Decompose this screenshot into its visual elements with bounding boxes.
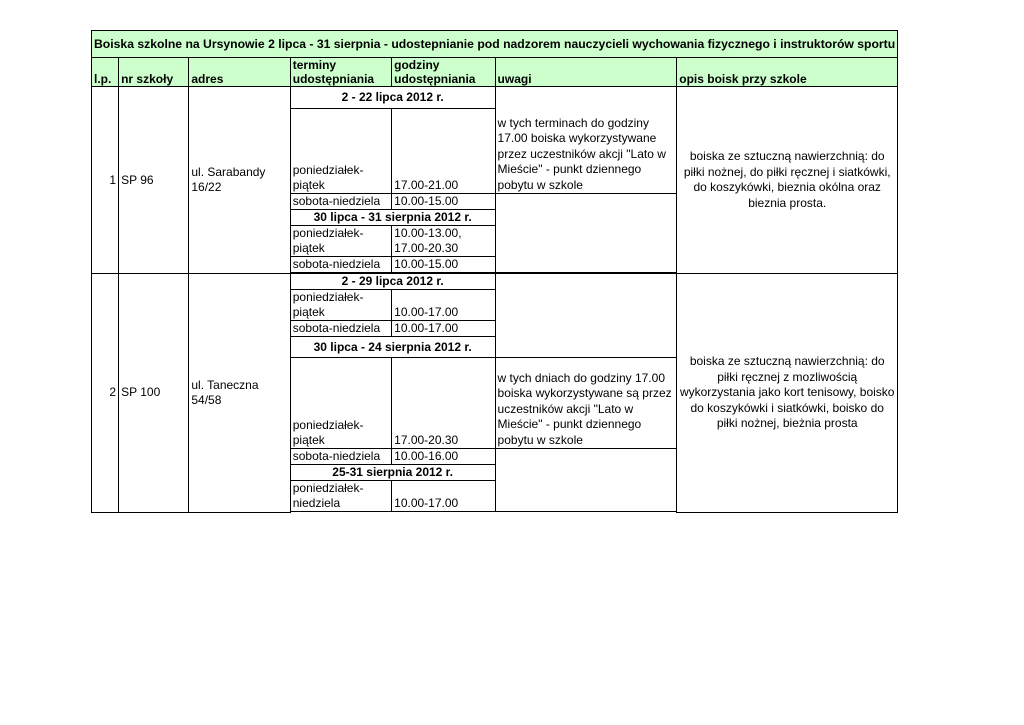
row-note-empty xyxy=(495,274,677,358)
slot-hours: 10.00-15.00 xyxy=(392,257,495,273)
slot-hours: 10.00-17.00 xyxy=(392,321,495,337)
slot-days: poniedziałek-piątek xyxy=(290,226,391,257)
row-note-empty xyxy=(495,449,677,512)
header-hours: godziny udostępniania xyxy=(392,58,495,87)
table-title: Boiska szkolne na Ursynowie 2 lipca - 31 sierpnia - udostepnianie pod nadzorem nauczycieli wychowania fizycznego i instruktorów sportu xyxy=(92,31,898,58)
header-description: opis boisk przy szkole xyxy=(677,58,898,87)
period-label: 30 lipca - 31 sierpnia 2012 r. xyxy=(290,210,495,226)
header-address: adres xyxy=(189,58,290,87)
header-row xyxy=(92,58,898,87)
slot-days: poniedziałek-piątek xyxy=(290,109,391,194)
slot-days: poniedziałek-niedziela xyxy=(290,481,391,512)
slot-days: sobota-niedziela xyxy=(290,194,391,210)
slot-hours: 17.00-21.00 xyxy=(392,109,495,194)
period-label: 30 lipca - 24 sierpnia 2012 r. xyxy=(290,337,495,358)
row-lp: 1 xyxy=(92,87,119,274)
slot-days: sobota-niedziela xyxy=(290,321,391,337)
row-description: boiska ze sztuczną nawierzchnią: do piłki ręcznej z mozliwością wykorzystania jako kort tenisowy, boisko do koszykówki i siatkówki, boisko do piłki nożnej, bieżnia prosta xyxy=(677,274,898,513)
period-label: 2 - 22 lipca 2012 r. xyxy=(290,87,495,109)
row-note-empty xyxy=(495,194,677,273)
period-label: 2 - 29 lipca 2012 r. xyxy=(290,274,495,290)
row-school: SP 96 xyxy=(119,87,189,274)
slot-days: sobota-niedziela xyxy=(290,449,391,465)
header-terms: terminy udostępniania xyxy=(290,58,391,87)
schedule-table xyxy=(91,30,898,513)
row-note: w tych terminach do godziny 17.00 boiska wykorzystywane przez uczestników akcji "Lato w Mieście" - punkt dziennego pobytu w szkole xyxy=(495,87,677,194)
slot-hours: 10.00-16.00 xyxy=(392,449,495,465)
row-school: SP 100 xyxy=(119,274,189,513)
row-description: boiska ze sztuczną nawierzchnią: do piłki nożnej, do piłki ręcznej i siatkówki, do koszykówki, bieznia okólna oraz bieznia prosta. xyxy=(677,87,898,274)
slot-hours: 10.00-17.00 xyxy=(392,481,495,512)
slot-days: sobota-niedziela xyxy=(290,257,391,273)
row-lp: 2 xyxy=(92,274,119,513)
period-label: 25-31 sierpnia 2012 r. xyxy=(290,465,495,481)
slot-hours: 10.00-17.00 xyxy=(392,290,495,321)
slot-days: poniedziałek-piątek xyxy=(290,290,391,321)
row-address: ul. Sarabandy 16/22 xyxy=(189,87,290,274)
header-school: nr szkoły xyxy=(119,58,189,87)
header-notes: uwagi xyxy=(495,58,677,87)
table-row xyxy=(92,274,898,290)
header-lp: l.p. xyxy=(92,58,119,87)
slot-hours: 10.00-15.00 xyxy=(392,194,495,210)
slot-hours: 10.00-13.00, 17.00-20.30 xyxy=(392,226,495,257)
row-note: w tych dniach do godziny 17.00 boiska wykorzystywane są przez uczestników akcji "Lato w Mieście" - punkt dziennego pobytu w szkole xyxy=(495,358,677,449)
slot-hours: 17.00-20.30 xyxy=(392,358,495,449)
slot-days: poniedziałek-piątek xyxy=(290,358,391,449)
row-address: ul. Taneczna 54/58 xyxy=(189,274,290,513)
table-row xyxy=(92,87,898,109)
